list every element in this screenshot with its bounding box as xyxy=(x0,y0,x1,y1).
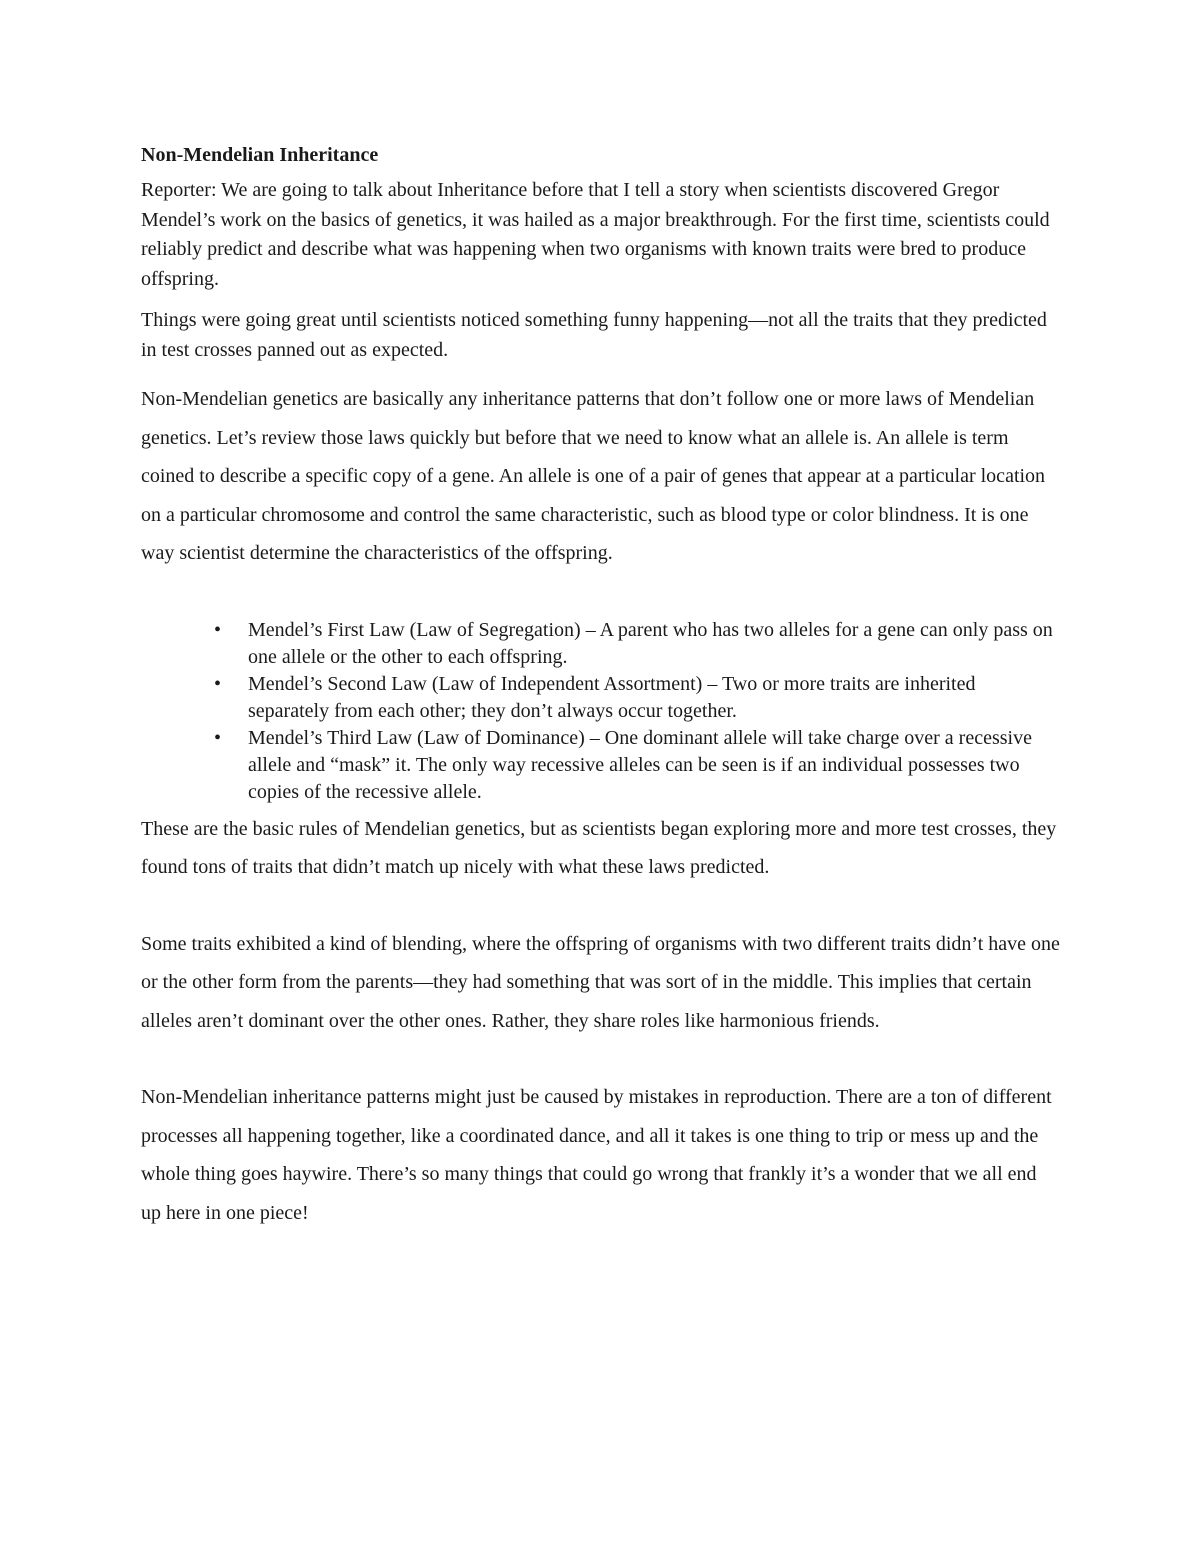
law-text: Mendel’s Second Law (Law of Independent Assortment) – Two or more traits are inherited separately from each other; they don’t always occur together. xyxy=(248,672,976,722)
mendel-laws-list xyxy=(141,617,1061,806)
bullet-icon: • xyxy=(214,618,222,641)
law-text: Mendel’s First Law (Law of Segregation) – A parent who has two alleles for a gene can only pass on one allele or the other to each offspring. xyxy=(248,618,1053,668)
mistakes-paragraph: Non-Mendelian inheritance patterns might just be caused by mistakes in reproduction. There are a ton of different processes all happening together, like a coordinated dance, and all it takes is one thing to trip or mess up and the whole thing goes haywire. There’s so many things that could go wrong that frankly it’s a wonder that we all end up here in one piece! xyxy=(141,1086,1052,1224)
document-title: Non-Mendelian Inheritance xyxy=(141,144,379,166)
document-page xyxy=(141,140,1061,1232)
alleles-paragraph: Non-Mendelian genetics are basically any inheritance patterns that don’t follow one or more laws of Mendelian genetics. Let’s review those laws quickly but before that we need to know what an allele is. An allele is term coined to describe a specific copy of a gene. An allele is one of a pair of genes that appear at a particular location on a particular chromosome and control the same characteristic, such as blood type or color blindness. It is one way scientist determine the characteristics of the offspring. xyxy=(141,388,1046,564)
blending-paragraph: Some traits exhibited a kind of blending, where the offspring of organisms with two different traits didn’t have one or the other form from the parents—they had something that was sort of in the middle. This implies that certain alleles aren’t dominant over the other ones. Rather, they share roles like harmonious friends. xyxy=(141,932,1060,1032)
basic-rules-paragraph: These are the basic rules of Mendelian genetics, but as scientists began exploring more and more test crosses, they found tons of traits that didn’t match up nicely with what these laws predicted. xyxy=(141,817,1057,878)
list-item xyxy=(214,725,1061,806)
law-text: Mendel’s Third Law (Law of Dominance) – One dominant allele will take charge over a recessive allele and “mask” it. The only way recessive alleles can be seen is if an individual possesses two copies of the recessive allele. xyxy=(248,726,1032,803)
list-item xyxy=(214,617,1061,671)
intro-paragraph: Reporter: We are going to talk about Inheritance before that I tell a story when scientists discovered Gregor Mendel’s work on the basics of genetics, it was hailed as a major breakthrough. For the first time, scientists could reliably predict and describe what was happening when two organisms with known traits were bred to produce offspring. xyxy=(141,179,1050,290)
second-paragraph: Things were going great until scientists noticed something funny happening—not all the traits that they predicted in test crosses panned out as expected. xyxy=(141,309,1047,361)
bullet-icon: • xyxy=(214,672,222,695)
bullet-icon: • xyxy=(214,726,222,749)
list-item xyxy=(214,671,1061,725)
